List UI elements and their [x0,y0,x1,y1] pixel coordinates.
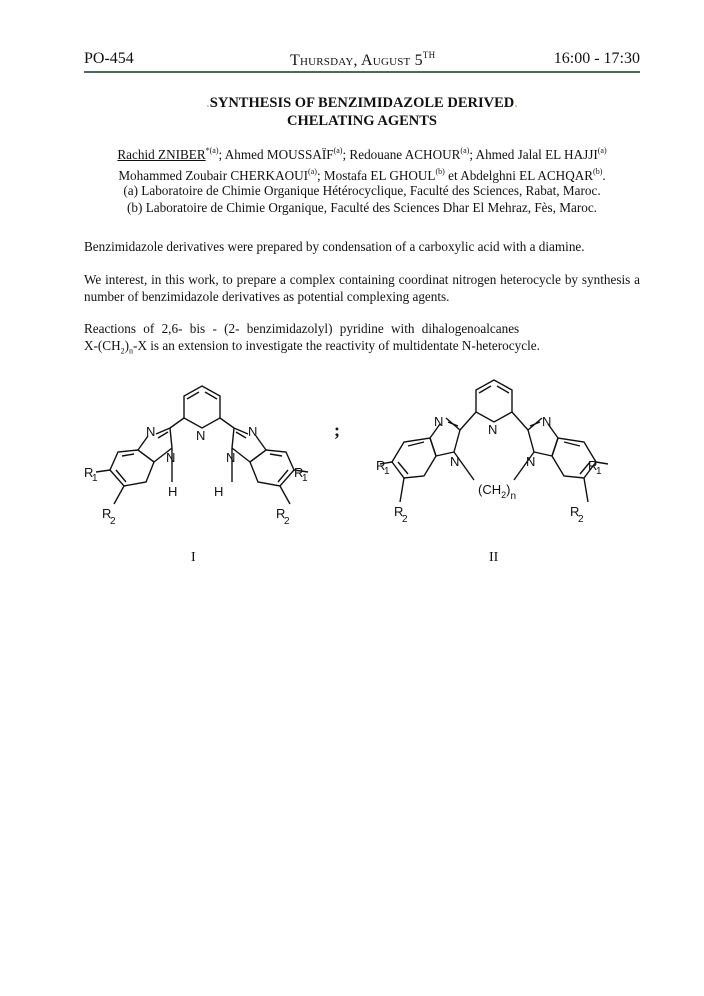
substituent-index: 1 [92,473,98,484]
structure-separator: ; [334,420,340,440]
atom-label: N [450,454,460,469]
author-presenting: Rachid ZNIBER [117,147,206,162]
author-sup: (a) [308,167,317,176]
author: et Abdelghni EL ACHQAR [444,168,594,183]
session-day-suffix: TH [422,50,436,60]
affiliation-a: (a) Laboratoire de Chimie Organique Hétérocyclique, Faculté des Sciences, Rabat, Maroc. [123,183,601,198]
structure-II-label: II [489,550,499,565]
bridge-label: $(CH_2)_n$ [478,482,517,502]
substituent-index: 1 [384,466,390,477]
atom-label: N [488,422,498,437]
header-rule [84,71,640,73]
title-line-2: CHELATING AGENTS [286,113,437,129]
author: ; Ahmed MOUSSAÏF [218,147,334,162]
session-time: 16:00 - 17:30 [553,50,640,67]
atom-label: N [542,414,552,429]
title-line-1: SYNTHESIS OF BENZIMIDAZOLE DERIVED [209,95,515,111]
substituent-label: R [294,465,304,480]
substituent-index: 2 [402,514,408,525]
formula-sub: n [129,346,134,356]
author-sup: (a) [333,146,343,155]
substituent-label: R [570,504,580,519]
author-sup: (b) [593,167,603,176]
substituent-label: R [588,458,598,473]
substituent-index: 1 [596,466,602,477]
formula-sub: 2 [120,346,125,356]
affiliation-b: (b) Laboratoire de Chimie Organique, Faculté des Sciences Dhar El Mehraz, Fès, Maroc. [127,200,597,215]
substituent-label: R [276,506,286,521]
structure-II [374,376,614,536]
paragraph-3-line-1: Reactions of 2,6- bis - (2- benzimidazolyl) pyridine with dihalogenoalcanes [84,321,520,336]
atom-label: N [526,454,536,469]
substituent-index: 2 [578,514,584,525]
author-sup: (a) [460,146,470,155]
session-day-text: Thursday, August 5 [290,52,423,69]
author: ; Redouane ACHOUR [342,147,461,162]
atom-label: N [146,424,156,439]
abstract-paragraph-1: Benzimidazole derivatives were prepared by condensation of a carboxylic acid with a diamine. [84,239,585,254]
abstract-paragraph-3 [84,320,640,360]
author: ; Mostafa EL GHOUL [316,168,436,183]
atom-label: H [214,484,224,499]
structure-I-drawing [82,378,322,538]
substituent-label: R [394,504,404,519]
atom-label: H [168,484,178,499]
abstract-code: PO-454 [84,50,134,67]
atom-label: N [248,424,258,439]
substituent-index: 1 [302,473,308,484]
atom-label: N [434,414,444,429]
atom-label: N [196,428,206,443]
author: Mohammed Zoubair CHERKAOUI [118,168,309,183]
substituent-label: R [102,506,112,521]
author-list [84,142,640,184]
structure-II-drawing [374,376,614,536]
structure-I-label: I [191,550,196,565]
session-day [290,50,435,70]
author-sup: (b) [435,167,445,176]
author-sup: *(a) [205,146,219,155]
page-header [84,50,640,72]
paper-title: .SYNTHESIS OF BENZIMIDAZOLE DERIVED. CHELATING AGENTS [84,94,640,130]
author-sup: (a) [597,146,607,155]
formula-part: ) [124,338,130,353]
structure-I [82,378,322,538]
paragraph-3-line-2 [84,337,640,360]
substituent-label: R [84,465,94,480]
abstract-paragraph-2: We interest, in this work, to prepare a complex containing coordinat nitrogen heterocycle by synthesis a number of benzimidazole derivatives as potential complexing agents. [84,272,640,304]
atom-label: N [226,450,236,465]
formula-part: -X is an extension to investigate the reactivity of multidentate N-heterocycle. [133,338,540,353]
author: ; Ahmed Jalal EL HAJJI [469,147,598,162]
atom-label: N [166,450,176,465]
author-end: . [602,168,606,183]
affiliations [84,182,640,216]
substituent-label: R [376,458,386,473]
formula-part: X-(CH [84,338,121,353]
substituent-index: 2 [284,516,290,527]
substituent-index: 2 [110,516,116,527]
